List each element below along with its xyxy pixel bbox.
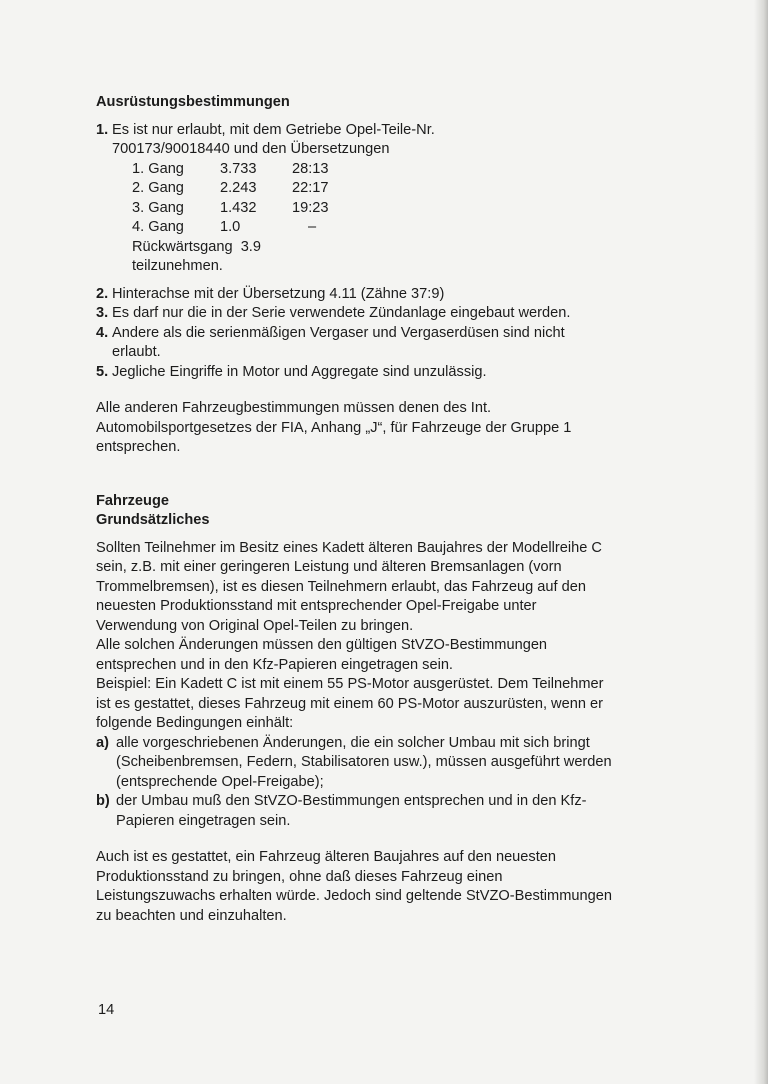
- gear-name: 3. Gang: [132, 199, 184, 216]
- reverse-gear: Rückwärtsgang 3.9: [132, 238, 261, 255]
- sub-item-a: [96, 734, 616, 793]
- gear-teeth: –: [308, 219, 317, 235]
- gear-ratio: 1.432: [220, 199, 257, 216]
- section-heading-fahrzeuge: Fahrzeuge: [96, 492, 169, 509]
- item1-closing: teilzunehmen.: [132, 258, 223, 274]
- list-item-4: [96, 324, 616, 363]
- list-number: 2.: [96, 285, 109, 302]
- sub-item-text: der Umbau muß den StVZO-Bestimmungen entsprechen und in den Kfz-Papieren eingetragen sein.: [116, 793, 587, 829]
- gear-row: [132, 199, 616, 219]
- list-item-3: [96, 304, 616, 324]
- paragraph-2: Alle solchen Änderungen müssen den gültigen StVZO-Bestimmungen entsprechen und in den Kfz-Papieren eingetragen sein.: [96, 637, 548, 673]
- section-heading-ausruestung: Ausrüstungsbestimmungen: [96, 94, 290, 110]
- fia-paragraph: Alle anderen Fahrzeugbestimmungen müssen denen des Int. Automobilsportgesetzes der FIA, Anhang „J“, für Fahrzeuge der Gruppe 1 entsprechen.: [96, 400, 572, 455]
- list-number: 4.: [96, 324, 109, 341]
- paragraph-1: Sollten Teilnehmer im Besitz eines Kadett älteren Baujahres der Modellreihe C sein, z.B. mit einer geringeren Leistung und älteren Bremsanlagen (vorn Trommelbremsen), ist es diesen Teilnehmern erlaubt, das Fahrzeug auf den neuesten Produktionsstand mit entsprechender Opel-Freigabe unter Verwendung von Original Opel-Teilen zu bringen.: [96, 539, 602, 634]
- list-item-2: [96, 285, 616, 305]
- list-number: 3.: [96, 305, 109, 321]
- gear-ratio: 2.243: [220, 180, 257, 196]
- list-item-1: [96, 121, 616, 277]
- sub-item-label: a): [96, 734, 109, 751]
- gear-ratio: 3.733: [220, 160, 257, 177]
- section-subheading-grundsaetzliches: Grundsätzliches: [96, 512, 210, 528]
- paragraph-4: Auch ist es gestattet, ein Fahrzeug älteren Baujahres auf den neuesten Produktionsstand zu bringen, ohne daß dieses Fahrzeug einen Leistungszuwachs erhalten würde. Jedoch sind geltende StVZO-Bestimmungen zu beachten und einzuhalten.: [96, 849, 612, 924]
- list-item-text: Jegliche Eingriffe in Motor und Aggregate sind unzulässig.: [112, 363, 487, 380]
- sub-item-label: b): [96, 793, 110, 809]
- list-item-text: Es darf nur die in der Serie verwendete Zündanlage eingebaut werden.: [112, 305, 571, 321]
- gear-row: [132, 218, 616, 238]
- list-item-text: Hinterachse mit der Übersetzung 4.11 (Zähne 37:9): [112, 285, 445, 302]
- page-number: 14: [98, 1002, 115, 1018]
- paragraph-3: Beispiel: Ein Kadett C ist mit einem 55 PS-Motor ausgerüstet. Dem Teilnehmer ist es gestattet, dieses Fahrzeug mit einem 60 PS-Motor auszurüsten, wenn er folgende Bedingungen einhält:: [96, 676, 604, 731]
- gear-name: 1. Gang: [132, 160, 184, 177]
- item1-text-line2: 700173/90018440 und den Übersetzungen: [112, 141, 390, 157]
- sub-item-text: alle vorgeschriebenen Änderungen, die ein solcher Umbau mit sich bringt (Scheibenbremsen, Federn, Stabilisatoren usw.), müssen ausgeführt werden (entsprechende Opel-Freigabe);: [116, 734, 612, 790]
- gear-name: 2. Gang: [132, 180, 184, 196]
- item1-text-line1: Es ist nur erlaubt, mit dem Getriebe Opel-Teile-Nr.: [112, 121, 435, 138]
- list-item-5: [96, 363, 616, 383]
- gear-ratio-table: [132, 160, 616, 238]
- gear-row: [132, 160, 616, 180]
- gear-row: [132, 179, 616, 199]
- page-edge-shadow: [754, 0, 768, 1084]
- list-item-text: Andere als die serienmäßigen Vergaser und Vergaserdüsen sind nicht erlaubt.: [112, 324, 565, 360]
- gear-teeth: 19:23: [292, 199, 329, 216]
- list-number: 5.: [96, 363, 109, 380]
- gear-teeth: 28:13: [292, 160, 329, 177]
- gear-name: 4. Gang: [132, 219, 184, 235]
- gear-ratio: 1.0: [220, 219, 241, 235]
- gear-teeth: 22:17: [292, 180, 329, 196]
- page-content: [96, 93, 616, 926]
- list-number: 1.: [96, 121, 109, 138]
- sub-item-b: [96, 792, 616, 831]
